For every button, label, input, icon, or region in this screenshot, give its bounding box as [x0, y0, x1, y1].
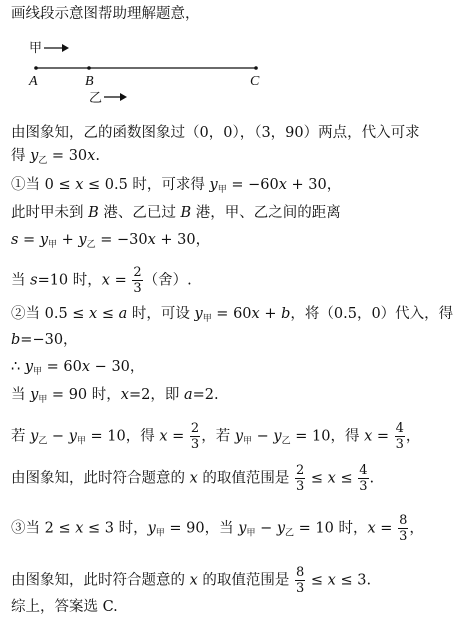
segment-diagram — [0, 30, 457, 110]
fraction: $\frac{2}{3}$ — [133, 265, 142, 296]
case1-line: ①当 0 ≤ x ≤ 0.5 时，可求得 $y_甲 = -60x + 30$， — [11, 177, 342, 195]
point-b-label: B — [85, 74, 94, 89]
fraction: $\frac{8}{3}$ — [296, 565, 305, 596]
fraction: $\frac{4}{3}$ — [359, 463, 368, 494]
case1-line-d: 当 s=10 时，x = $\frac{2}{3}$ （舍）. — [11, 265, 192, 296]
point-c-dot — [254, 66, 258, 70]
intro-line: 画线段示意图帮助理解题意， — [11, 6, 200, 22]
point-a-dot — [34, 66, 38, 70]
point-a-label: A — [29, 74, 38, 89]
case1-line-c: $s = y_甲 + y_乙 = -30x + 30$， — [11, 232, 211, 250]
case2-line-d: 当 $y_甲 = 90$ 时，x=2，即 a=2. — [11, 387, 219, 405]
case2-line-e: 若 $y_乙 - y_甲 = 10$，得 x = $\frac{2}{3}$ ，若 $y_甲 - y_乙 = 10$，得 x = $\frac{4}{3}$ ， — [11, 421, 421, 452]
fraction: $\frac{8}{3}$ — [399, 513, 408, 544]
jia-arrow-icon — [44, 44, 69, 52]
point-b-dot — [87, 66, 91, 70]
case2-line-c: ∴ $y_甲 = 60x - 30$， — [11, 359, 145, 377]
conclusion-line: 综上，答案选 C. — [11, 599, 118, 615]
yi-label: 乙 — [89, 90, 103, 105]
case3-line: ③当 2 ≤ x ≤ 3 时，$y_甲 = 90$，当 $y_甲 - y_乙 = 10$ 时，x = $\frac{8}{3}$ ， — [11, 513, 424, 544]
case2-line-b: b=−30， — [11, 332, 78, 348]
case2-line-f: 由图象知，此时符合题意的 x 的取值范围是 $\frac{2}{3}$ ≤ x ≤ $\frac{4}{3}$ . — [11, 463, 375, 494]
jia-label: 甲 — [29, 40, 43, 55]
p1-line-a: 由图象知，乙的函数图象过（0，0），（3，90）两点，代入可求 — [11, 125, 420, 141]
yi-arrow-icon — [104, 93, 127, 101]
fraction: $\frac{4}{3}$ — [395, 421, 404, 452]
case3-line-b: 由图象知，此时符合题意的 x 的取值范围是 $\frac{8}{3}$ ≤ x ≤ 3. — [11, 565, 372, 596]
p1-line-b: 得 $y_乙 = 30x$. — [11, 148, 100, 166]
point-c-label: C — [250, 74, 260, 89]
case2-line: ②当 0.5 ≤ x ≤ a 时，可设 $y_甲 = 60x + b$，将（0.5，0）代入，得 — [11, 306, 454, 324]
case1-line-b: 此时甲未到 B 港、乙已过 B 港，甲、乙之间的距离 — [11, 205, 341, 221]
fraction: $\frac{2}{3}$ — [296, 463, 305, 494]
fraction: $\frac{2}{3}$ — [190, 421, 200, 452]
